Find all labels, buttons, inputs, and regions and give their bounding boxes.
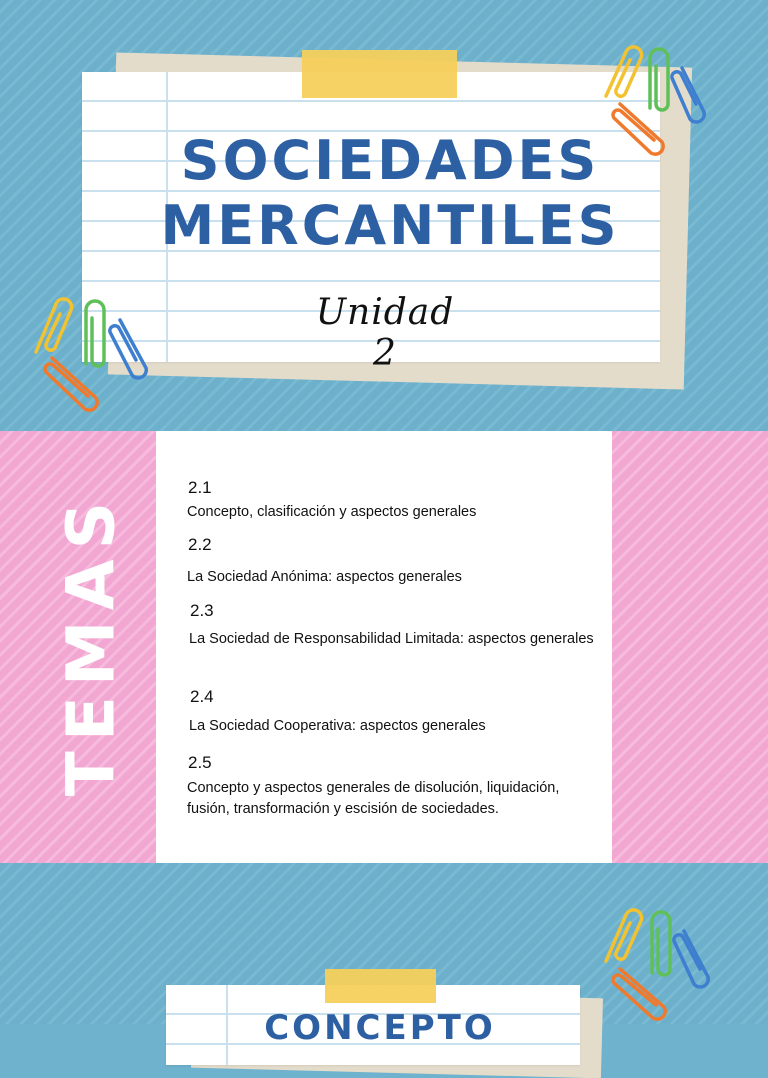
topics-slide — [0, 431, 768, 863]
topic-text: La Sociedad Anónima: aspectos generales — [187, 569, 462, 585]
topic-number: 2.3 — [190, 601, 214, 620]
topic-number: 2.5 — [188, 753, 212, 772]
yellow-tape — [325, 969, 436, 1003]
title-line-2: MERCANTILES — [160, 194, 620, 257]
paperclips-top-right-icon — [592, 38, 722, 156]
topics-panel — [156, 431, 612, 863]
temas-side-label: TEMAS — [52, 491, 130, 797]
subtitle: Unidad 2 — [315, 292, 455, 374]
slide-title-partial: CONCEPTO — [264, 1008, 496, 1048]
topic-number: 2.2 — [188, 535, 212, 554]
title-line-1: SOCIEDADES — [180, 129, 600, 192]
topic-text: Concepto y aspectos generales de disolución, liquidación, fusión, transformación y escisión de sociedades. — [187, 780, 560, 817]
paperclips-bottom-left-icon — [26, 290, 156, 410]
paperclips-top-right-icon — [594, 901, 724, 1021]
topic-number: 2.1 — [188, 478, 212, 497]
topic-text: La Sociedad Cooperativa: aspectos generales — [189, 718, 486, 734]
topic-text: La Sociedad de Responsabilidad Limitada: aspectos generales — [189, 631, 594, 647]
yellow-tape — [302, 50, 457, 98]
topic-text: Concepto, clasificación y aspectos generales — [187, 504, 477, 520]
topic-number: 2.4 — [190, 687, 214, 706]
cover-slide — [0, 0, 768, 431]
concept-slide — [0, 863, 768, 1048]
